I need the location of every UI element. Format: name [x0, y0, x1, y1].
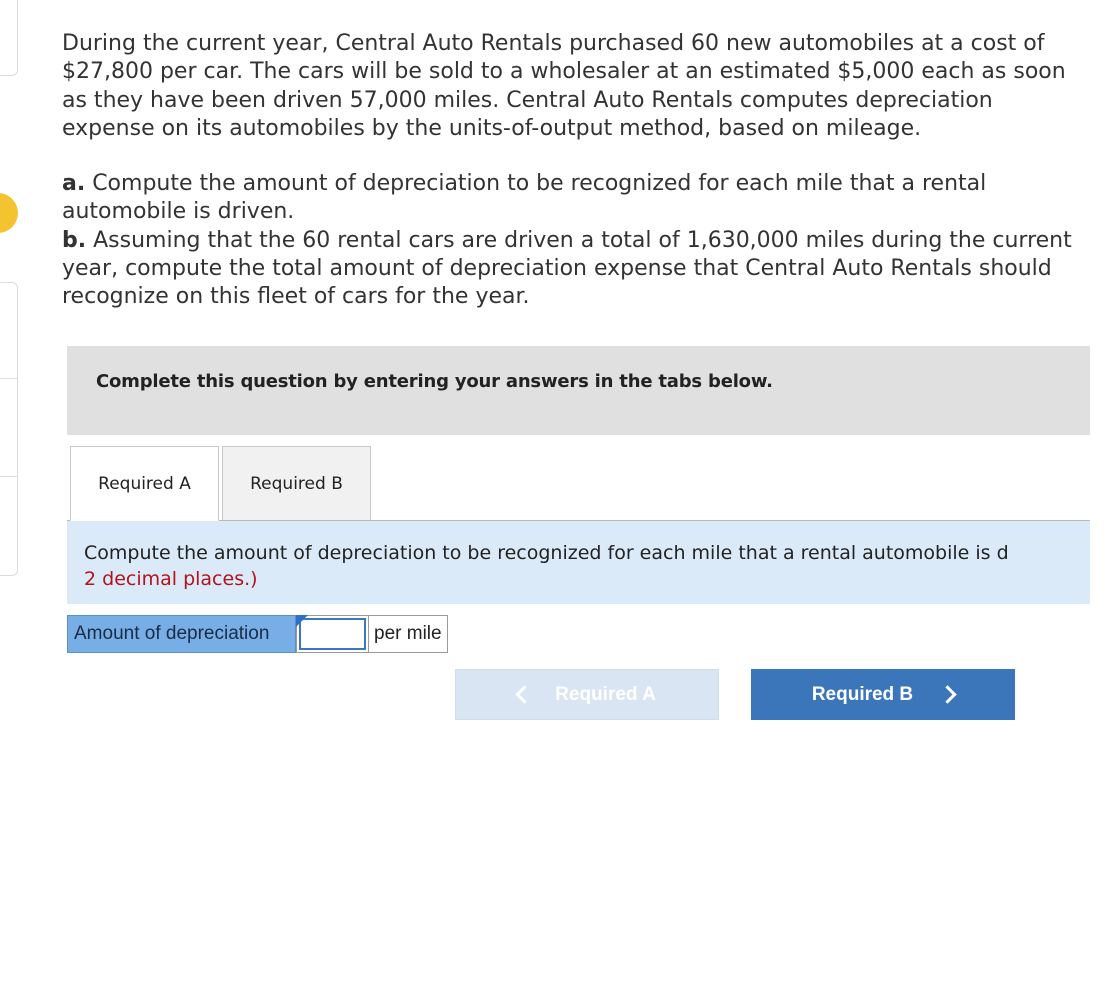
- problem-intro: During the current year, Central Auto Rentals purchased 60 new automobiles at a cost of $27,800 per car. The cars will be sold to a wholesaler at an estimated $5,000 each as soon as they have been driven 57,000 miles. Central Auto Rentals computes depreciation expense on its automobiles by the units-of-output method, based on mileage.: [62, 31, 1066, 141]
- part-b: [62, 227, 1092, 312]
- answer-unit: per mile: [369, 615, 448, 653]
- answer-cell: [296, 615, 369, 653]
- part-a-label: a.: [62, 171, 86, 197]
- tab-required-a[interactable]: Required A: [70, 446, 219, 521]
- part-b-label: b.: [62, 227, 87, 253]
- answer-label: Amount of depreciation: [67, 615, 296, 653]
- instruction-banner: [67, 346, 1090, 435]
- next-button-label: Required B: [811, 683, 914, 705]
- depreciation-per-mile-input[interactable]: [299, 618, 366, 650]
- rounding-note: 2 decimal places.): [84, 568, 258, 590]
- question-body: Compute the amount of depreciation to be recognized for each mile that a rental automobile is d: [84, 542, 1009, 564]
- part-b-text: Assuming that the 60 rental cars are driven a total of 1,630,000 miles during the current year, compute the total amount of depreciation expense that Central Auto Rentals should recognize on this fleet of cars for the year.: [62, 227, 1072, 310]
- part-a-text: Compute the amount of depreciation to be recognized for each mile that a rental automobile is driven.: [62, 171, 987, 225]
- chevron-left-icon: [515, 685, 533, 703]
- part-a: [62, 170, 1092, 227]
- question-panel: [67, 521, 1090, 604]
- side-card: [0, 0, 18, 76]
- question-text: [84, 540, 1009, 592]
- instruction-text: Complete this question by entering your answers in the tabs below.: [96, 371, 773, 392]
- side-card: [0, 476, 18, 576]
- input-flag-icon: [296, 615, 308, 627]
- prev-button-label: Required A: [555, 683, 656, 705]
- chevron-right-icon: [938, 685, 956, 703]
- side-card: [0, 282, 18, 380]
- answer-row: [67, 615, 448, 653]
- tab-required-b[interactable]: Required B: [222, 446, 371, 521]
- side-card: [0, 378, 18, 478]
- problem-statement: [62, 30, 1092, 312]
- status-dot: [0, 193, 18, 233]
- next-button[interactable]: [751, 669, 1015, 720]
- prev-button[interactable]: [455, 669, 719, 720]
